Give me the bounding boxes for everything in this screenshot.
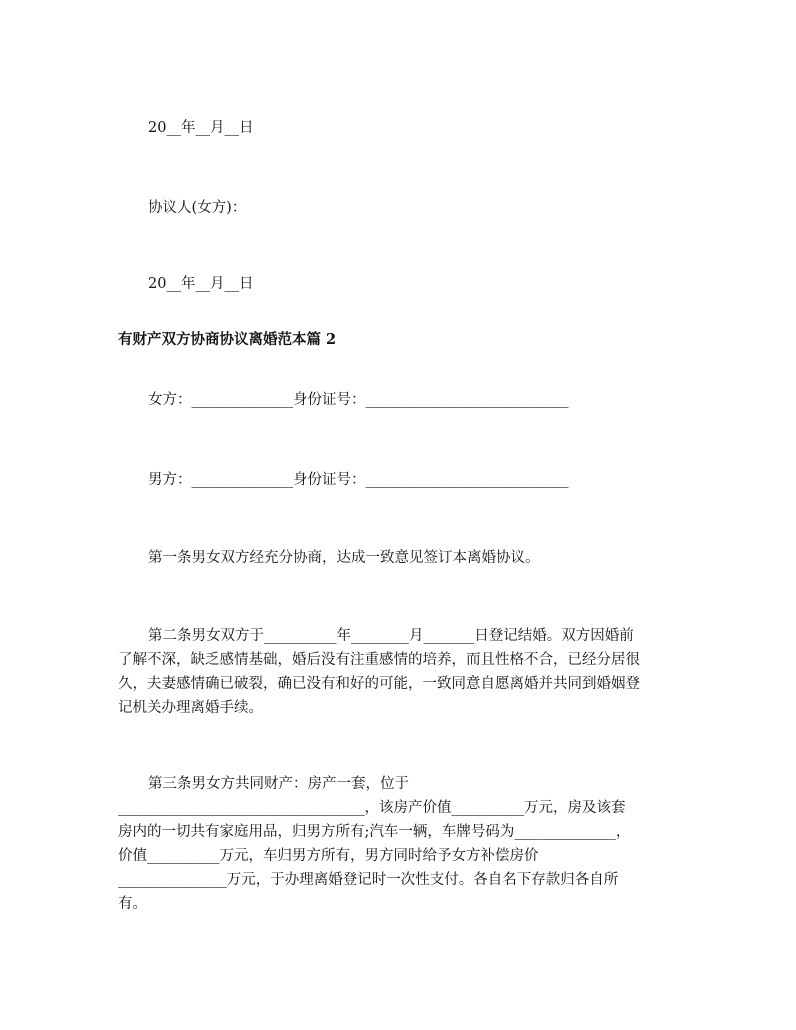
article-3-line: 有。	[118, 896, 147, 912]
article-2-line: 久，夫妻感情确已破裂，确已没有和好的可能，一致同意自愿离婚并共同到婚姻登	[118, 676, 640, 692]
article-2-line: 记机关办理离婚手续。	[118, 700, 263, 716]
article-3-line: __________________________________，该房产价值__________万元，房及该套	[118, 800, 626, 816]
article-3	[118, 772, 680, 916]
article-3-line: 房内的一切共有家庭用品，归男方所有;汽车一辆，车牌号码为______________，	[118, 824, 631, 840]
male-id-line: 男方：______________身份证号：____________________________	[148, 472, 569, 488]
section-title: 有财产双方协商协议离婚范本篇 2	[118, 331, 337, 348]
article-1: 第一条男女双方经充分协商，达成一致意见签订本离婚协议。	[148, 550, 540, 566]
party-female-signature: 协议人(女方)：	[148, 200, 247, 216]
article-2	[118, 624, 680, 720]
article-3-line: _______________万元，于办理离婚登记时一次性支付。各自名下存款归各自所	[118, 872, 619, 888]
article-3-line: 第三条男女方共同财产：房产一套，位于	[148, 776, 409, 792]
article-3-line: 价值__________万元，车归男方所有，男方同时给予女方补偿房价	[118, 848, 539, 864]
article-2-line: 第二条男女双方于__________年________月_______日登记结婚。双方因婚前	[148, 628, 634, 644]
female-id-line: 女方：______________身份证号：____________________________	[148, 392, 569, 408]
signature-date-1: 20__年__月__日	[148, 120, 254, 136]
signature-date-2: 20__年__月__日	[148, 276, 254, 292]
article-2-line: 了解不深，缺乏感情基础，婚后没有注重感情的培养，而且性格不合，已经分居很	[118, 652, 640, 668]
